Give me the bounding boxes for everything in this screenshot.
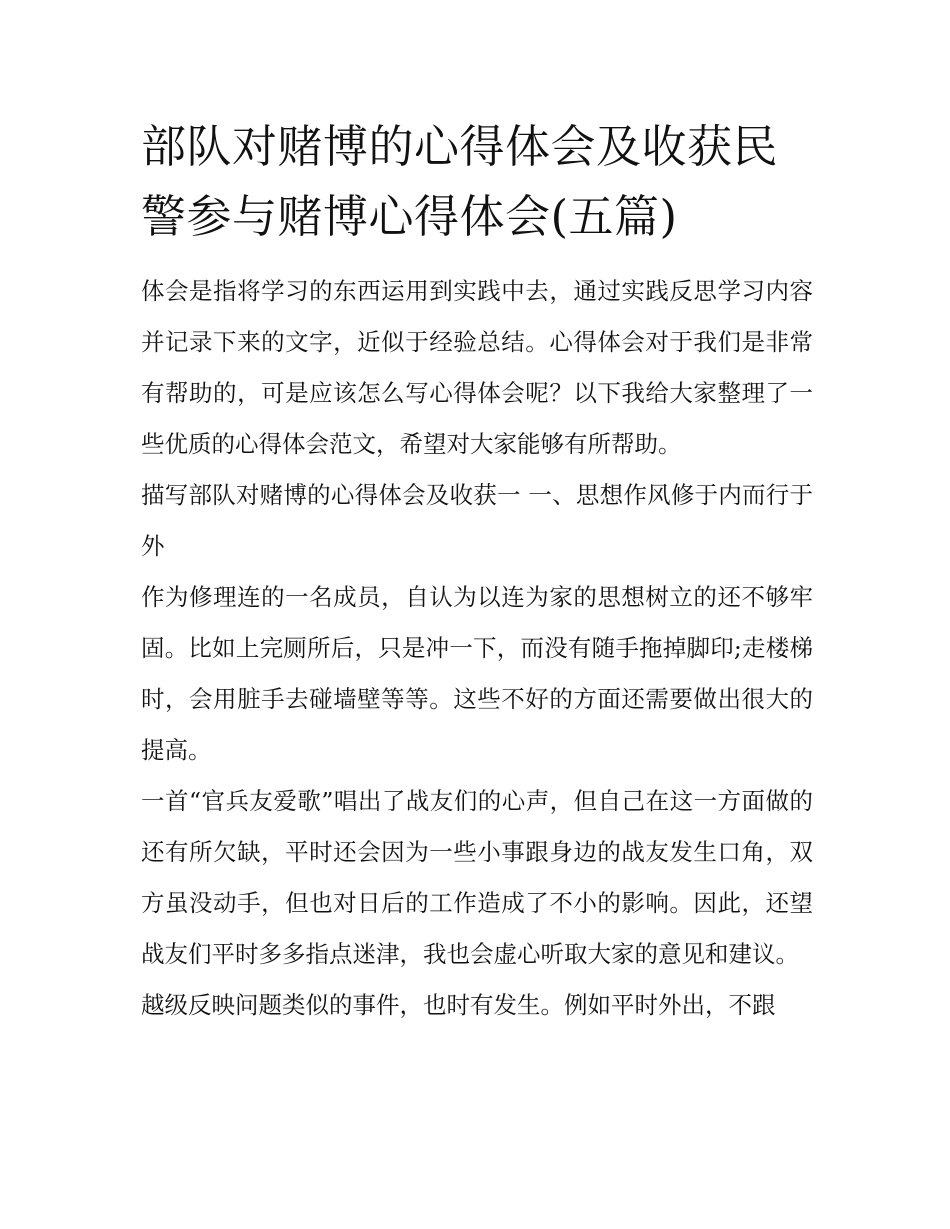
intro-paragraph: 体会是指将学习的东西运用到实践中去，通过实践反思学习内容并记录下来的文字，近似于经验总结。心得体会对于我们是非常有帮助的，可是应该怎么写心得体会呢？以下我给大家整理了一些优质的心得体会范文，希望对大家能够有所帮助。 <box>141 277 813 458</box>
body-paragraph: 一首“官兵友爱歌”唱出了战友们的心声，但自己在这一方面做的还有所欠缺，平时还会因为一些小事跟身边的战友发生口角，双方虽没动手，但也对日后的工作造成了不小的影响。因此，还望战友们平时多多指点迷津，我也会虚心听取大家的意见和建议。 <box>141 787 813 968</box>
body-paragraph: 越级反映问题类似的事件，也时有发生。例如平时外出，不跟 <box>141 991 776 1019</box>
section-heading-paragraph: 描写部队对赌博的心得体会及收获一 一、思想作风修于内而行于外 <box>141 481 813 560</box>
body-paragraph: 作为修理连的一名成员，自认为以连为家的思想树立的还不够牢固。比如上完厕所后，只是冲一下，而没有随手拖掉脚印;走楼梯时，会用脏手去碰墙壁等等。这些不好的方面还需要做出很大的提高。 <box>141 583 813 764</box>
document-title: 部队对赌博的心得体会及收获民警参与赌博心得体会(五篇) <box>141 120 779 243</box>
document-page <box>141 112 813 1031</box>
